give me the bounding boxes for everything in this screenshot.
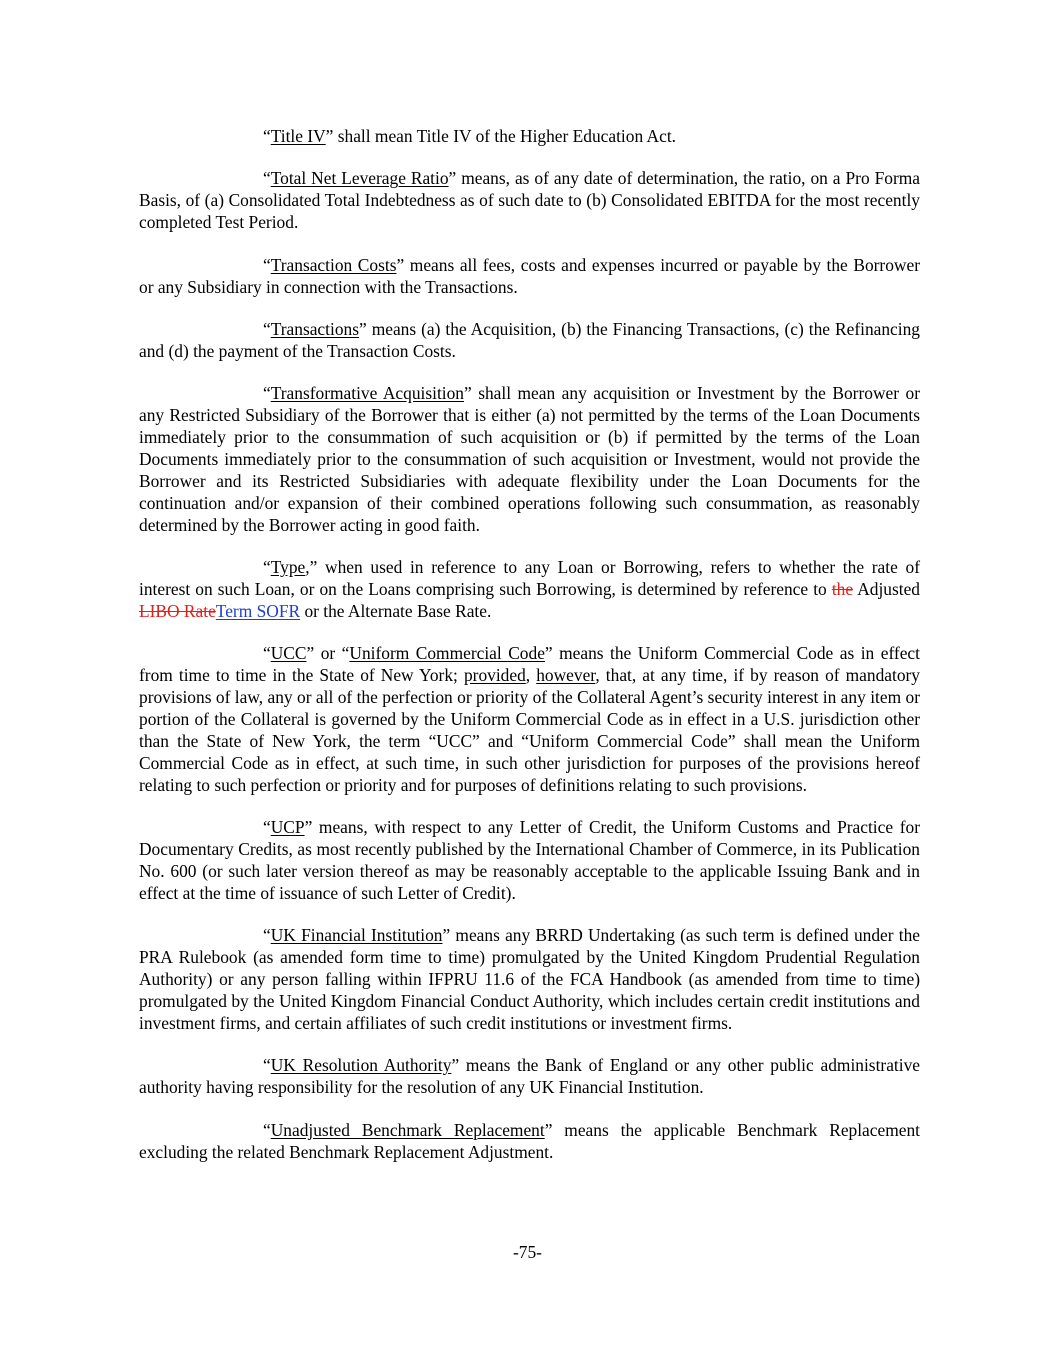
deleted-text: LIBO Rate: [139, 600, 216, 621]
definition-text: ” means, as of any date of determination, the ratio, on a Pro Forma Basis, of (a) Consolidated Total Indebtedness as of such date to (b) Consolidated EBITDA for the most recently completed Test Period.: [139, 168, 920, 233]
definition-title-iv: “Title IV” shall mean Title IV of the Higher Education Act.: [263, 126, 676, 146]
definition-transformative-acquisition: “Transformative Acquisition” shall mean any acquisition or Investment by the Borrower or any Restricted Subsidiary of the Borrower that is either (a) not permitted by the terms of the Loan Documents immediately prior to the consummation of such acquisition or (b) if permitted by the terms of the Loan Documents immediately prior to the consummation of such acquisition or Investment, would not provide the Borrower and its Restricted Subsidiaries with adequate flexibility under the Loan Documents for the continuation and/or expansion of their combined operations following such consummation, as reasonably determined by the Borrower acting in good faith.: [139, 383, 920, 535]
definition-text: ” means any BRRD Undertaking (as such term is defined under the PRA Rulebook (as amended form time to time) promulgated by the United Kingdom Prudential Regulation Authority) or any person falling within IFPRU 11.6 of the FCA Handbook (as amended from time to time) promulgated by the United Kingdom Financial Conduct Authority, which includes certain credit institutions and investment firms, and certain affiliates of such credit institutions or investment firms.: [139, 925, 920, 1033]
document-body: [139, 126, 920, 1184]
defined-term: UK Financial Institution: [270, 925, 443, 946]
definition-text: ” means the Bank of England or any other public administrative authority having responsibility for the resolution of any UK Financial Institution.: [139, 1055, 920, 1098]
defined-term: UCC: [270, 643, 307, 664]
definition-unadjusted-benchmark-replacement: “Unadjusted Benchmark Replacement” means the applicable Benchmark Replacement excluding the related Benchmark Replacement Adjustment.: [139, 1119, 920, 1162]
definition-total-net-leverage-ratio: “Total Net Leverage Ratio” means, as of any date of determination, the ratio, on a Pro Forma Basis, of (a) Consolidated Total Indebtedness as of such date to (b) Consolidated EBITDA for the most recently completed Test Period.: [139, 168, 920, 233]
definition-ucc: “UCC” or “Uniform Commercial Code” means the Uniform Commercial Code as in effect from time to time in the State of New York; provided, however, that, at any time, if by reason of mandatory provisions of law, any or all of the perfection or priority of the Collateral Agent’s security interest in any item or portion of the Collateral is governed by the Uniform Commercial Code as in effect in a U.S. jurisdiction other than the State of New York, the term “UCC” and “Uniform Commercial Code” shall mean the Uniform Commercial Code as in effect, at such time, in such other jurisdiction for purposes of the provisions hereof relating to such perfection or priority and for purposes of definitions relating to such provisions.: [139, 643, 920, 795]
definition-text: ” means (a) the Acquisition, (b) the Financing Transactions, (c) the Refinancing and (d) the payment of the Transaction Costs.: [139, 318, 920, 361]
definition-text: ” means all fees, costs and expenses incurred or payable by the Borrower or any Subsidiary in connection with the Transactions.: [139, 254, 920, 297]
definition-transaction-costs: “Transaction Costs” means all fees, costs and expenses incurred or payable by the Borrower or any Subsidiary in connection with the Transactions.: [139, 254, 920, 297]
defined-term: UCP: [270, 817, 305, 838]
emphasis-however: however: [536, 665, 596, 686]
defined-term: Transactions: [270, 318, 359, 339]
page-number: -75-: [513, 1242, 542, 1262]
definition-text: ” means the applicable Benchmark Replacement excluding the related Benchmark Replacement Adjustment.: [139, 1119, 920, 1162]
defined-term: Transformative Acquisition: [270, 383, 464, 404]
deleted-text: the: [831, 579, 854, 599]
definition-text: ” means, with respect to any Letter of Credit, the Uniform Customs and Practice for Documentary Credits, as most recently published by the International Chamber of Commerce, in its Publication No. 600 (or such later version thereof as may be reasonably acceptable to the applicable Issuing Bank and in effect at the time of issuance of such Letter of Credit).: [139, 817, 920, 903]
emphasis-provided: provided: [463, 665, 526, 686]
definition-uk-financial-institution: “UK Financial Institution” means any BRRD Undertaking (as such term is defined under the PRA Rulebook (as amended form time to time) promulgated by the United Kingdom Prudential Regulation Authority) or any person falling within IFPRU 11.6 of the FCA Handbook (as amended from time to time) promulgated by the United Kingdom Financial Conduct Authority, which includes certain credit institutions and investment firms, and certain affiliates of such credit institutions or investment firms.: [139, 925, 920, 1033]
definition-ucp: “UCP” means, with respect to any Letter of Credit, the Uniform Customs and Practice for Documentary Credits, as most recently published by the International Chamber of Commerce, in its Publication No. 600 (or such later version thereof as may be reasonably acceptable to the applicable Issuing Bank and in effect at the time of issuance of such Letter of Credit).: [139, 817, 920, 903]
inserted-text: Term SOFR: [215, 600, 301, 621]
defined-term: Total Net Leverage Ratio: [270, 168, 449, 189]
defined-term: Unadjusted Benchmark Replacement: [270, 1119, 545, 1140]
definition-type: “Type,” when used in reference to any Loan or Borrowing, refers to whether the rate of interest on such Loan, or on the Loans comprising such Borrowing, is determined by reference to the Adjusted LIBO RateTerm SOFR or the Alternate Base Rate.: [139, 557, 921, 621]
defined-term: Type: [270, 557, 306, 578]
defined-term: UK Resolution Authority: [270, 1055, 452, 1076]
defined-term: Transaction Costs: [270, 254, 397, 275]
defined-term: Title IV: [270, 126, 326, 146]
definition-transactions: “Transactions” means (a) the Acquisition, (b) the Financing Transactions, (c) the Refinancing and (d) the payment of the Transaction Costs.: [139, 318, 920, 361]
defined-term: Uniform Commercial Code: [349, 643, 545, 664]
definition-text: ” shall mean Title IV of the Higher Education Act.: [325, 126, 676, 146]
definition-uk-resolution-authority: “UK Resolution Authority” means the Bank of England or any other public administrative authority having responsibility for the resolution of any UK Financial Institution.: [139, 1055, 920, 1098]
definition-text: ” shall mean any acquisition or Investment by the Borrower or any Restricted Subsidiary of the Borrower that is either (a) not permitted by the terms of the Loan Documents immediately prior to the consummation of such acquisition or (b) if permitted by the terms of the Loan Documents immediately prior to the consummation of such acquisition or Investment, would not provide the Borrower and its Restricted Subsidiaries with adequate flexibility under the Loan Documents for the continuation and/or expansion of their combined operations following such consummation, as reasonably determined by the Borrower acting in good faith.: [139, 383, 920, 535]
